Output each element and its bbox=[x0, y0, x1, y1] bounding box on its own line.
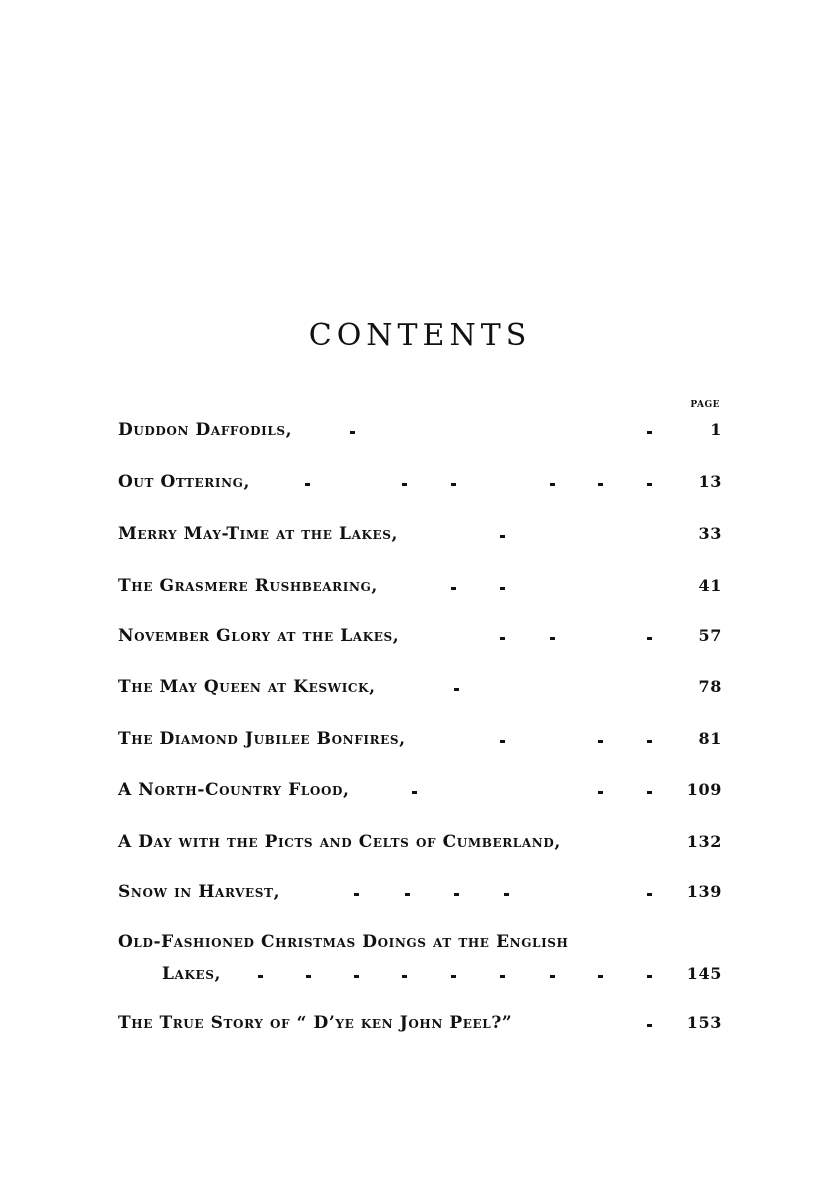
leader-dot bbox=[598, 791, 603, 794]
leader-dot bbox=[647, 637, 652, 640]
leader-dot bbox=[647, 740, 652, 743]
toc-entry bbox=[118, 780, 722, 806]
leader-dot bbox=[354, 975, 359, 978]
toc-entry bbox=[118, 524, 722, 550]
toc-entry-title: A North-Country Flood, bbox=[118, 780, 350, 800]
leader-dot bbox=[500, 535, 505, 538]
leader-dot bbox=[500, 975, 505, 978]
toc-entry bbox=[118, 729, 722, 755]
leader-dot bbox=[647, 1024, 652, 1027]
toc-entry-title: The Grasmere Rushbearing, bbox=[118, 576, 378, 596]
leader-dot bbox=[500, 587, 505, 590]
leader-dot bbox=[598, 975, 603, 978]
leader-dot bbox=[402, 483, 407, 486]
toc-entry bbox=[118, 832, 722, 858]
leader-dot bbox=[598, 483, 603, 486]
leader-dot bbox=[647, 791, 652, 794]
toc-entry bbox=[118, 472, 722, 498]
leader-dot bbox=[258, 975, 263, 978]
toc-entry-title-continuation: Lakes, bbox=[162, 964, 222, 984]
page-title: CONTENTS bbox=[308, 318, 532, 353]
leader-dot bbox=[451, 587, 456, 590]
leader-dot bbox=[504, 893, 509, 896]
toc-entry-page: 13 bbox=[698, 472, 722, 491]
leader-dot bbox=[412, 791, 417, 794]
leader-dot bbox=[451, 975, 456, 978]
toc-entry bbox=[118, 576, 722, 602]
leader-dot bbox=[647, 893, 652, 896]
toc-entry-title: Old-Fashioned Christmas Doings at the English bbox=[118, 932, 569, 952]
toc-entry-page: 81 bbox=[698, 729, 722, 748]
toc-entry bbox=[118, 420, 722, 446]
toc-entry-title: The True Story of “ D’ye ken John Peel?” bbox=[118, 1013, 513, 1033]
toc-entry-title: Snow in Harvest, bbox=[118, 882, 281, 902]
toc-entry-title: Duddon Daffodils, bbox=[118, 420, 293, 440]
toc-entry-page: 33 bbox=[698, 524, 722, 543]
toc-entry-page: 109 bbox=[686, 780, 722, 799]
leader-dot bbox=[647, 975, 652, 978]
toc-entry-title: A Day with the Picts and Celts of Cumberland, bbox=[118, 832, 561, 852]
leader-dot bbox=[454, 893, 459, 896]
toc-entry bbox=[118, 677, 722, 703]
leader-dot bbox=[350, 431, 355, 434]
toc-entry-page: 57 bbox=[698, 626, 722, 645]
toc-entry-page: 139 bbox=[686, 882, 722, 901]
leader-dot bbox=[550, 483, 555, 486]
toc-entry-title: Merry May-Time at the Lakes, bbox=[118, 524, 399, 544]
leader-dot bbox=[647, 483, 652, 486]
toc-entry-title: Out Ottering, bbox=[118, 472, 251, 492]
toc-entry-title: November Glory at the Lakes, bbox=[118, 626, 400, 646]
toc-entry bbox=[118, 932, 722, 992]
leader-dot bbox=[647, 431, 652, 434]
leader-dot bbox=[306, 975, 311, 978]
leader-dot bbox=[598, 740, 603, 743]
leader-dot bbox=[454, 688, 459, 691]
toc-entry-page: 153 bbox=[686, 1013, 722, 1032]
toc-entry-page: 1 bbox=[710, 420, 722, 439]
leader-dot bbox=[354, 893, 359, 896]
page-column-heading: PAGE bbox=[690, 400, 720, 410]
leader-dot bbox=[451, 483, 456, 486]
leader-dot bbox=[500, 637, 505, 640]
toc-entry-title: The May Queen at Keswick, bbox=[118, 677, 376, 697]
toc-entry-page: 78 bbox=[698, 677, 722, 696]
leader-dot bbox=[305, 483, 310, 486]
toc-entry bbox=[118, 1013, 722, 1039]
leader-dot bbox=[550, 975, 555, 978]
leader-dot bbox=[402, 975, 407, 978]
toc-entry-page: 41 bbox=[698, 576, 722, 595]
toc-entry-page: 145 bbox=[686, 964, 722, 983]
toc-entry bbox=[118, 882, 722, 908]
toc-entry-page: 132 bbox=[686, 832, 722, 851]
leader-dot bbox=[500, 740, 505, 743]
toc-entry-title: The Diamond Jubilee Bonfires, bbox=[118, 729, 406, 749]
leader-dot bbox=[405, 893, 410, 896]
toc-entry bbox=[118, 626, 722, 652]
leader-dot bbox=[550, 637, 555, 640]
